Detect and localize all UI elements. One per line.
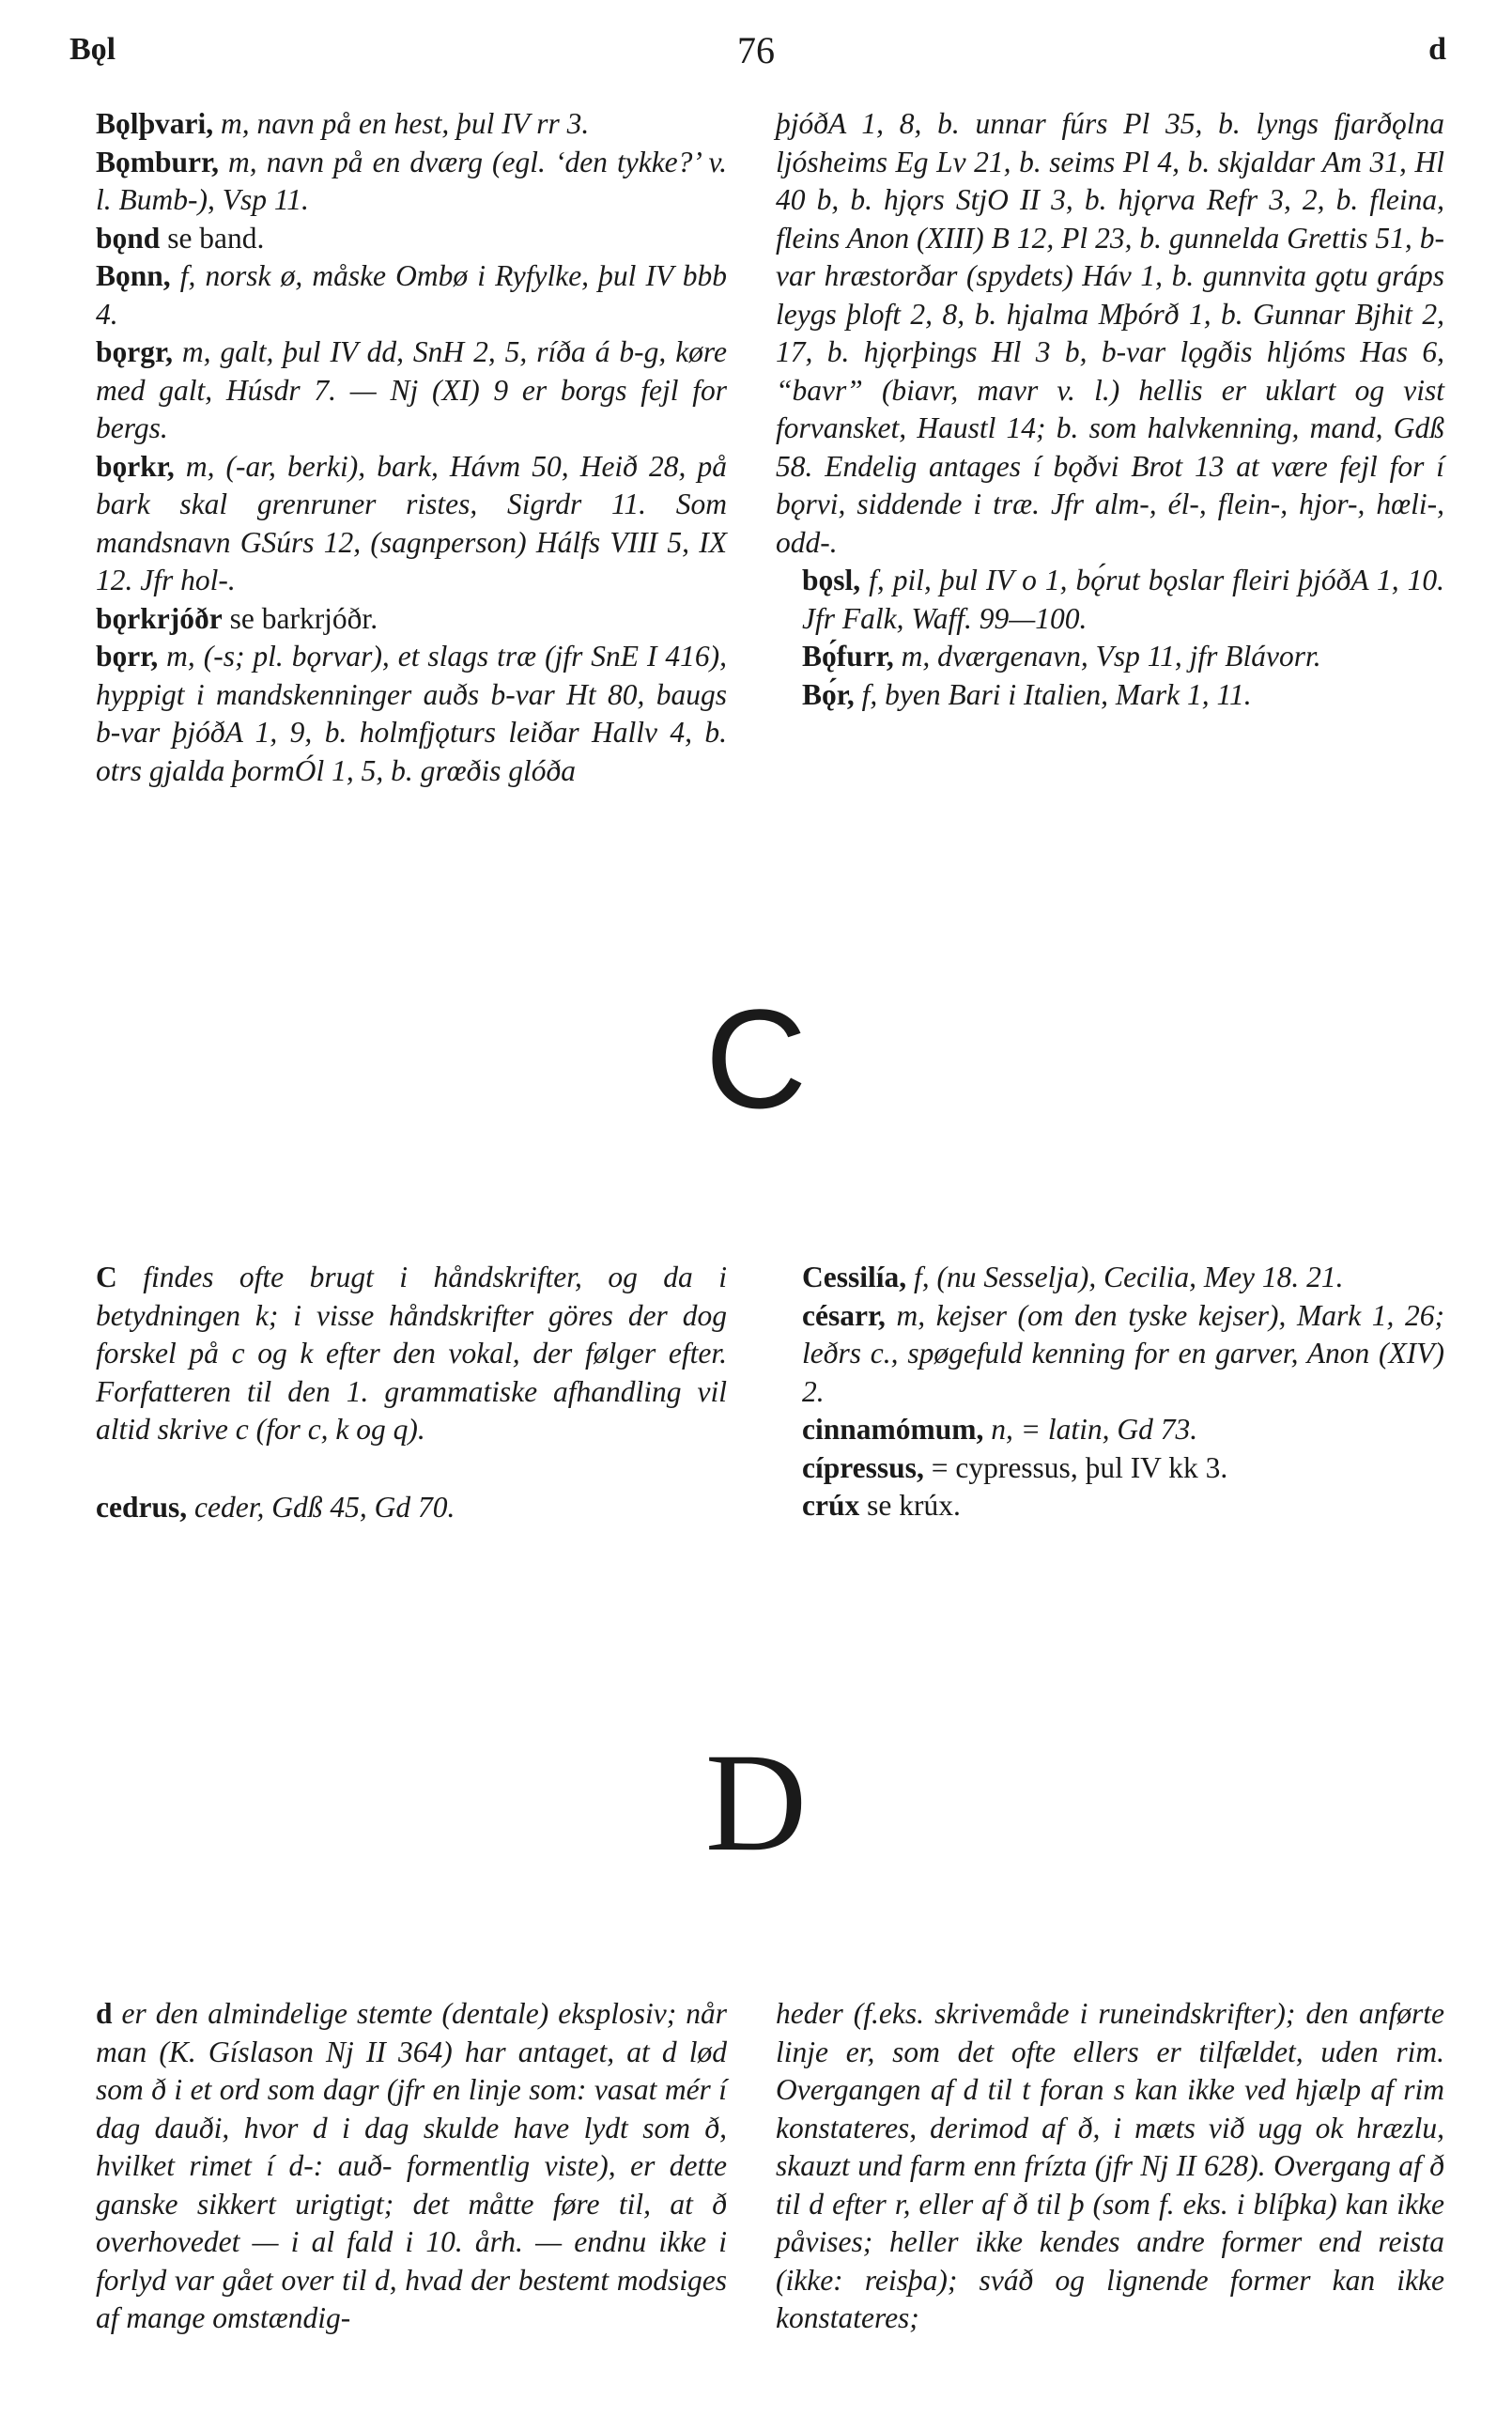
entry <box>69 105 727 144</box>
entry <box>69 220 727 258</box>
headword: cedrus, <box>96 1490 188 1524</box>
spacer <box>69 1449 727 1489</box>
b-section-right-column <box>776 105 1444 714</box>
entry <box>69 1995 727 2338</box>
d-section-right-column <box>776 1995 1444 2338</box>
definition: = cypressus, þul IV kk 3. <box>923 1450 1228 1484</box>
headword: Cessilía, <box>802 1261 907 1293</box>
headword: Bǫmburr, <box>96 145 219 178</box>
entry <box>69 257 727 333</box>
definition: er den almindelige stemte (dentale) eksplosiv; når man (K. Gíslason Nj II 364) har antaget, at d lød som ð i et ord som dagr (jfr en linje som: vasat mér í dag dauði, hvor d i dag skulde have lydt som ð, hvilket rimet í d-: auð- formentlig viste), er dette ganske sikkert urigtigt; det måtte føre til, at ð overhovedet — i al fald i 10. årh. — endnu ikke i forlyd var gået over til d, hvad der bestemt modsiges af mange omstændig- <box>96 1997 727 2334</box>
c-section-right-column <box>776 1259 1444 1525</box>
running-head-right: d <box>1428 32 1446 67</box>
headword: C <box>96 1261 117 1293</box>
definition: heder (f.eks. skrivemåde i runeindskrifter); den anførte linje er, som det ofte ellers er tilfældet, uden rim. Overgangen af d til t foran s kan ikke ved hjælp af rim konstateres, derimod af ð, i mæts við ugg ok hræzlu, skauzt und farm enn frízta (jfr Nj II 628). Overgang af ð til d efter r, eller af ð til þ (som f. eks. i blíþka) kan ikke påvises; heller ikke kendes andre former end reista (ikke: reisþa); sváð og lignende former kan ikke konstateres; <box>776 1997 1444 2334</box>
entry <box>69 144 727 220</box>
section-heading-d: D <box>704 1725 808 1881</box>
headword: Bǫnn, <box>96 259 171 292</box>
definition: f, byen Bari i Italien, Mark 1, 11. <box>854 677 1252 711</box>
headword: Bǫlþvari, <box>96 107 214 140</box>
entry <box>69 448 727 600</box>
entry-continuation <box>776 105 1444 562</box>
b-section-left-column <box>69 105 727 790</box>
page-number: 76 <box>737 29 775 71</box>
entry <box>69 600 727 639</box>
definition: f, (nu Sesselja), Cecilia, Mey 18. 21. <box>906 1261 1344 1293</box>
definition: se barkrjóðr. <box>222 601 378 635</box>
headword: crúx <box>802 1489 860 1522</box>
entry <box>776 562 1444 638</box>
headword: cípressus, <box>802 1450 924 1484</box>
entry <box>776 1449 1444 1488</box>
headword: bǫsl, <box>802 564 861 596</box>
entry <box>776 1411 1444 1449</box>
definition: m, dværgenavn, Vsp 11, jfr Blávorr. <box>893 640 1321 673</box>
definition: ceder, Gdß 45, Gd 70. <box>187 1490 455 1524</box>
definition: f, pil, þul IV o 1, bǫ́rut bǫslar fleiri þjóðA 1, 10. Jfr Falk, Waff. 99—100. <box>802 564 1444 635</box>
section-heading-c: C <box>704 980 808 1138</box>
headword: bǫrkrjóðr <box>96 601 223 635</box>
entry <box>776 638 1444 676</box>
definition: m, galt, þul IV dd, SnH 2, 5, ríða á b-g, køre med galt, Húsdr 7. — Nj (XI) 9 er borgs fejl for bergs. <box>96 335 727 444</box>
headword: cinnamómum, <box>802 1413 984 1446</box>
definition: m, navn på en dværg (egl. ‘den tykke?’ v. l. Bumb-), Vsp 11. <box>96 145 727 216</box>
definition: se band. <box>160 221 265 255</box>
c-section-left-column <box>69 1259 727 1526</box>
entry <box>69 1259 727 1449</box>
headword: Bǫ́furr, <box>802 640 894 673</box>
definition: m, (-s; pl. bǫrvar), et slags træ (jfr SnE I 416), hyppigt i mandskenninger auðs b-var Ht 80, baugs b-var þjóðA 1, 9, b. holmfjǫturs leiðar Hallv 4, b. otrs gjalda þormÓl 1, 5, b. grœðis glóða <box>96 640 727 787</box>
running-head-left: Bǫl <box>69 32 116 67</box>
definition: n, = latin, Gd 73. <box>983 1413 1198 1446</box>
definition: se krúx. <box>859 1489 961 1522</box>
definition: þjóðA 1, 8, b. unnar fúrs Pl 35, b. lyngs fjarðǫlna ljósheims Eg Lv 21, b. seims Pl 4, b. skjaldar Am 31, Hl 40 b, b. hjǫrs StjO II 3, b. hjǫrva Refr 3, 2, b. fleina, fleins Anon (XIII) B 12, Pl 23, b. gunnelda Grettis 51, b-var hræstorðar (spydets) Háv 1, b. gunnvita gǫtu gráps leygs þloft 2, 8, b. hjalma Mþórð 1, b. Gunnar Bjhit 2, 17, b. hjǫrþings Hl 3 b, b-var lǫgðis hljóms Has 6, “bavr” (biavr, mavr v. l.) hellis er uklart og vist forvansket, Haustl 14; b. som halvkenning, mand, Gdß 58. Endelig antages í bǫðvi Brot 13 at være fejl for í bǫrvi, siddende i træ. Jfr alm-, él-, flein-, hjor-, hœli-, odd-. <box>776 107 1444 559</box>
definition: f, norsk ø, måske Ombø i Ryfylke, þul IV bbb 4. <box>96 259 727 331</box>
definition: m, navn på en hest, þul IV rr 3. <box>213 107 590 140</box>
entry <box>776 1259 1444 1297</box>
entry <box>69 638 727 790</box>
headword: bǫrkr, <box>96 449 175 483</box>
headword: césarr, <box>802 1298 886 1332</box>
entry <box>69 333 727 448</box>
headword: d <box>96 1997 113 2030</box>
headword: bǫrgr, <box>96 335 173 368</box>
headword: bǫrr, <box>96 640 159 673</box>
entry <box>776 1487 1444 1525</box>
entry <box>69 1489 727 1527</box>
d-section-left-column <box>69 1995 727 2338</box>
definition: m, kejser (om den tyske kejser), Mark 1, 26; leðrs c., spøgefuld kenning for en garver, Anon (XIV) 2. <box>802 1298 1444 1408</box>
headword: Bǫ́r, <box>802 677 855 711</box>
definition: m, (-ar, berki), bark, Hávm 50, Heið 28, på bark skal grenruner ristes, Sigrdr 11. Som mandsnavn GSúrs 12, (sagnperson) Hálfs VIII 5, IX 12. Jfr hol-. <box>96 449 727 596</box>
entry-continuation <box>776 1995 1444 2338</box>
entry <box>776 676 1444 715</box>
definition: findes ofte brugt i håndskrifter, og da i betydningen k; i visse håndskrifter göres der dog forskel på c og k efter den vokal, der følger efter. Forfatteren til den 1. grammatiske afhandling vil altid skrive c (for c, k og q). <box>96 1261 727 1446</box>
entry <box>776 1297 1444 1412</box>
headword: bǫnd <box>96 221 161 255</box>
